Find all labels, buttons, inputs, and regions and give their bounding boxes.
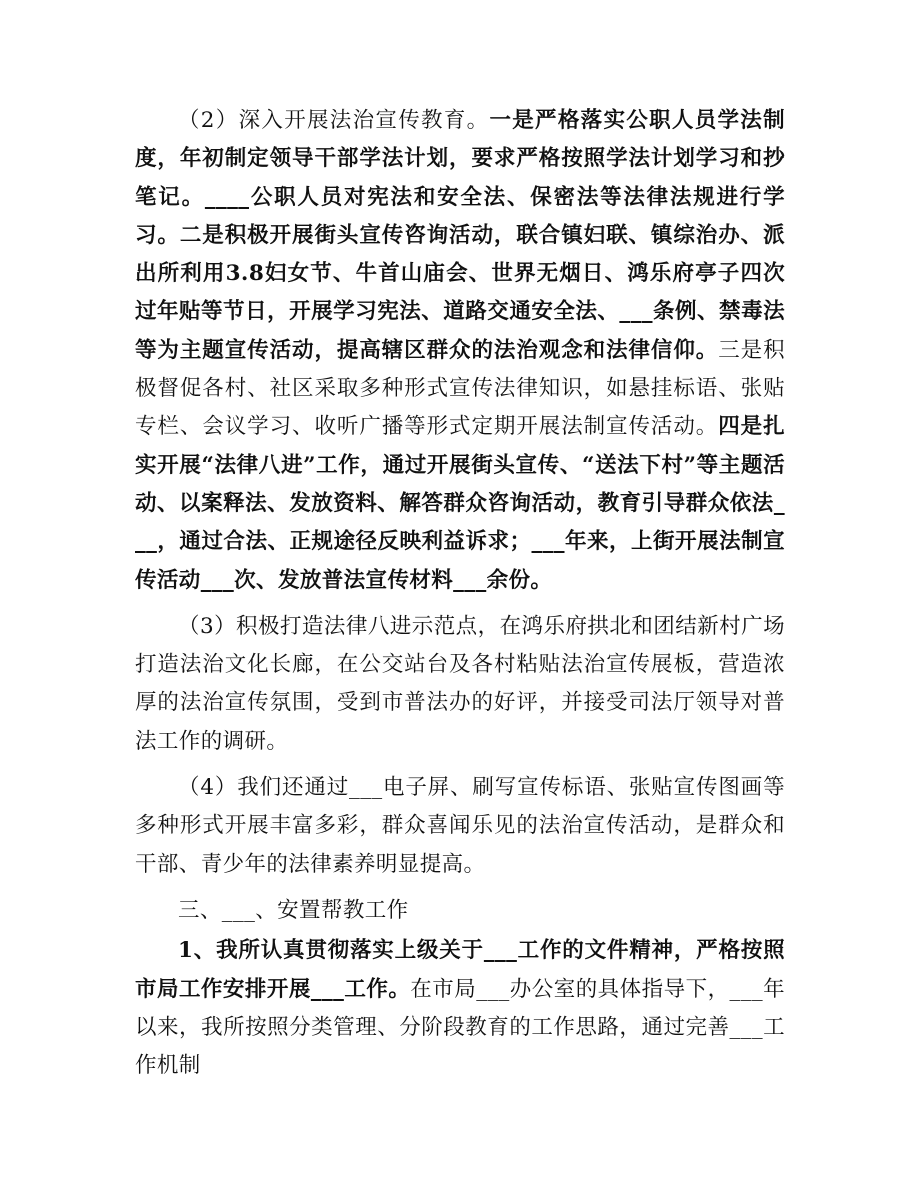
text-segment: （4）我们还通过___电子屏、刷写宣传标语、张贴宣传图画等多种形式开展丰富多彩，群众喜闻乐见的法治宣传活动，是群众和干部、青少年的法律素养明显提高。 — [135, 775, 785, 877]
text-segment: 1、我所认真贯彻落实上级关于___工作的文件精神，严格按照市局工作安排开展___工作。 — [135, 938, 785, 1002]
text-segment: （3）积极打造法律八进示范点，在鸿乐府拱北和团结新村广场打造法治文化长廊，在公交站台及各村粘贴法治宣传展板，营造浓厚的法治宣传氛围，受到市普法办的好评，并接受司法厅领导对普法工作的调研。 — [135, 613, 785, 754]
paragraph-publicity-forms — [135, 769, 785, 884]
paragraph-law-education — [135, 102, 785, 600]
section-heading — [135, 892, 785, 930]
text-segment: （2）深入开展法治宣传教育。 — [178, 108, 490, 133]
document-body — [135, 102, 785, 1085]
text-segment: 四是扎实开展“法律八进”工作，通过开展街头宣传、“送法下村”等主题活动、以案释法、发放资料、解答群众咨询活动，教育引导群众依法___，通过合法、正规途径反映利益诉求；___年来，上街开展法制宣传活动___次、发放普法宣传材料___余份。 — [135, 414, 785, 593]
text-segment: 三、___、安置帮教工作 — [178, 897, 409, 923]
text-segment: 三是积极督促各村、社区采取多种形式宣传法律知识，如悬挂标语、张贴专栏、会议学习、收听广播等形式定期开展法制宣传活动。 — [135, 337, 785, 440]
paragraph-resettlement — [135, 932, 785, 1085]
text-segment: 一是严格落实公职人员学法制度，年初制定领导干部学法计划，要求严格按照学法计划学习和抄笔记。____公职人员对宪法和安全法、保密法等法律法规进行学习。 — [135, 108, 786, 248]
text-segment: 在市局___办公室的具体指导下，___年以来，我所按照分类管理、分阶段教育的工作思路，通过完善___工作机制 — [135, 976, 785, 1079]
paragraph-demo-site — [135, 608, 785, 761]
text-segment: 二是积极开展街头宣传咨询活动，联合镇妇联、镇综治办、派出所利用3.8妇女节、牛首山庙会、世界无烟日、鸿乐府亭子四次过年贴等节日，开展学习宪法、道路交通安全法、___条例、禁毒法等为主题宣传活动，提高辖区群众的法治观念和法律信仰。 — [135, 222, 785, 363]
